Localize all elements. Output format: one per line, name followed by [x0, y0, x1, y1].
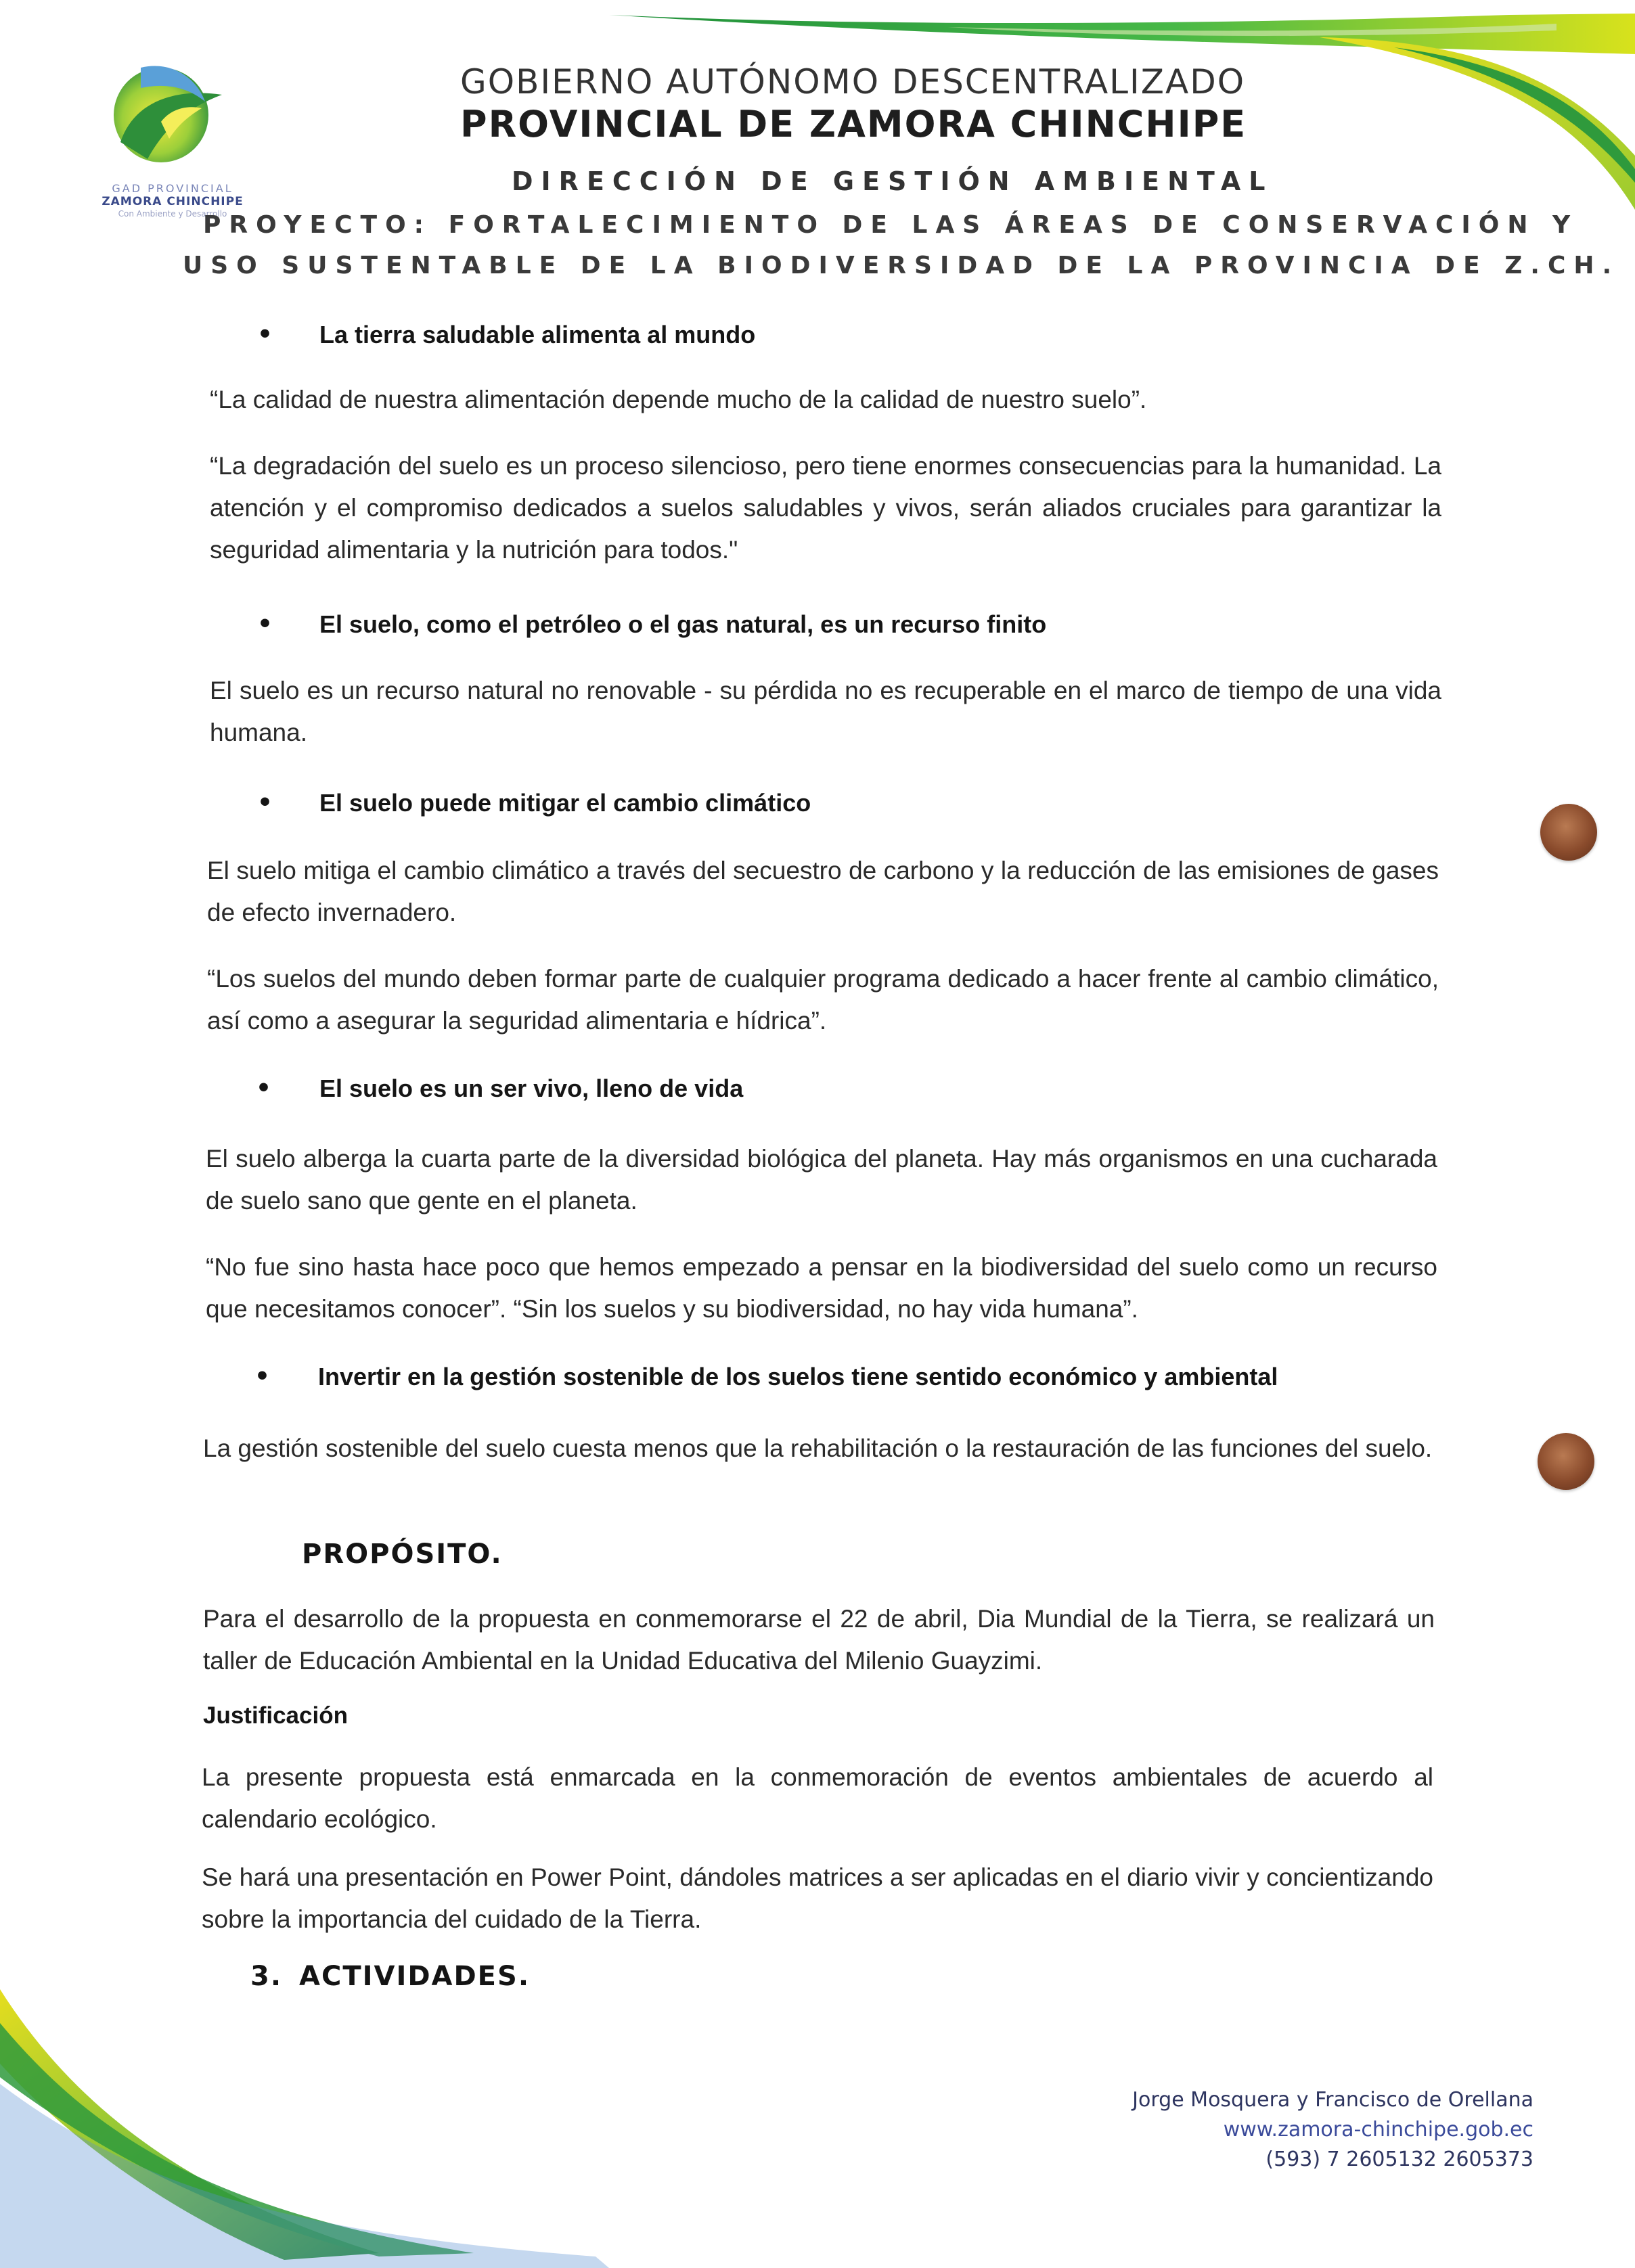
purpose-text: Para el desarrollo de la propuesta en conmemorarse el 22 de abril, Dia Mundial de la Tierra, se realizará un taller de Educación Ambiental en la Unidad Educativa del Milenio Guayzimi. [203, 1605, 1435, 1675]
logo-emblem-icon [93, 41, 236, 179]
footer-address: Jorge Mosquera y Francisco de Orellana [1132, 2088, 1533, 2112]
bullet-icon: • [257, 321, 273, 348]
paragraph: La gestión sostenible del suelo cuesta menos que la rehabilitación o la restauración de las funciones del suelo. [203, 1434, 1433, 1462]
punch-hole [1540, 804, 1597, 861]
paragraph: Se hará una presentación en Power Point, dándoles matrices a ser aplicadas en el diario vivir y concientizando sobre la importancia del cuidado de la Tierra. [202, 1863, 1433, 1933]
paragraph: “La degradación del suelo es un proceso silencioso, pero tiene enormes consecuencias para la humanidad. La atención y el compromiso dedicados a suelos saludables y vivos, serán aliados cruciales para garantizar la seguridad alimentaria y la nutrición para todos." [210, 452, 1441, 564]
activities-number: 3. [250, 1961, 283, 1992]
logo-caption-name: ZAMORA CHINCHIPE [102, 195, 244, 209]
project-title-line1: PROYECTO: FORTALECIMIENTO DE LAS ÁREAS DE CONSERVACIÓN Y [203, 211, 1579, 239]
paragraph: “La calidad de nuestra alimentación depende mucho de la calidad de nuestro suelo”. [210, 386, 1147, 413]
paragraph: El suelo es un recurso natural no renovable - su pérdida no es recuperable en el marco de tiempo de una vida humana. [210, 677, 1441, 746]
footer-phone: (593) 7 2605132 2605373 [1266, 2148, 1533, 2171]
department-name: DIRECCIÓN DE GESTIÓN AMBIENTAL [512, 166, 1274, 196]
bullet-icon: • [257, 610, 273, 638]
section-title: Invertir en la gestión sostenible de los suelos tiene sentido económico y ambiental [318, 1363, 1278, 1390]
bullet-icon: • [256, 1074, 272, 1102]
paragraph: “Los suelos del mundo deben formar parte de cualquier programa dedicado a hacer frente al cambio climático, así como a asegurar la seguridad alimentaria e hídrica”. [207, 965, 1439, 1035]
gad-logo [81, 41, 284, 219]
project-title-line2: USO SUSTENTABLE DE LA BIODIVERSIDAD DE LA PROVINCIA DE Z.CH. [183, 252, 1620, 279]
section-title: El suelo puede mitigar el cambio climático [319, 789, 811, 817]
bullet-icon: • [254, 1363, 271, 1390]
paragraph: La presente propuesta está enmarcada en la conmemoración de eventos ambientales de acuerdo al calendario ecológico. [202, 1763, 1433, 1833]
province-name: PROVINCIAL DE ZAMORA CHINCHIPE [460, 103, 1247, 145]
bullet-icon: • [257, 789, 273, 817]
footer-swoosh [0, 1982, 609, 2268]
paragraph: “No fue sino hasta hace poco que hemos empezado a pensar en la biodiversidad del suelo como un recurso que necesitamos conocer”. “Sin los suelos y su biodiversidad, no hay vida humana”. [206, 1253, 1437, 1323]
footer-website: www.zamora-chinchipe.gob.ec [1223, 2118, 1533, 2141]
logo-caption-top: GAD PROVINCIAL [112, 182, 233, 195]
paragraph: El suelo alberga la cuarta parte de la diversidad biológica del planeta. Hay más organismos en una cucharada de suelo sano que gente en el planeta. [206, 1145, 1437, 1215]
government-name: GOBIERNO AUTÓNOMO DESCENTRALIZADO [460, 62, 1246, 101]
section-title: La tierra saludable alimenta al mundo [319, 321, 756, 348]
punch-hole [1538, 1433, 1594, 1490]
paragraph: El suelo mitiga el cambio climático a través del secuestro de carbono y la reducción de las emisiones de gases de efecto invernadero. [207, 857, 1439, 926]
justification-heading: Justificación [203, 1702, 348, 1729]
purpose-heading: PROPÓSITO. [302, 1539, 503, 1570]
logo-caption-tagline: Con Ambiente y Desarrollo [118, 208, 227, 219]
section-title: El suelo es un ser vivo, lleno de vida [319, 1074, 744, 1102]
activities-heading: ACTIVIDADES. [299, 1961, 531, 1992]
section-title: El suelo, como el petróleo o el gas natural, es un recurso finito [319, 610, 1047, 638]
